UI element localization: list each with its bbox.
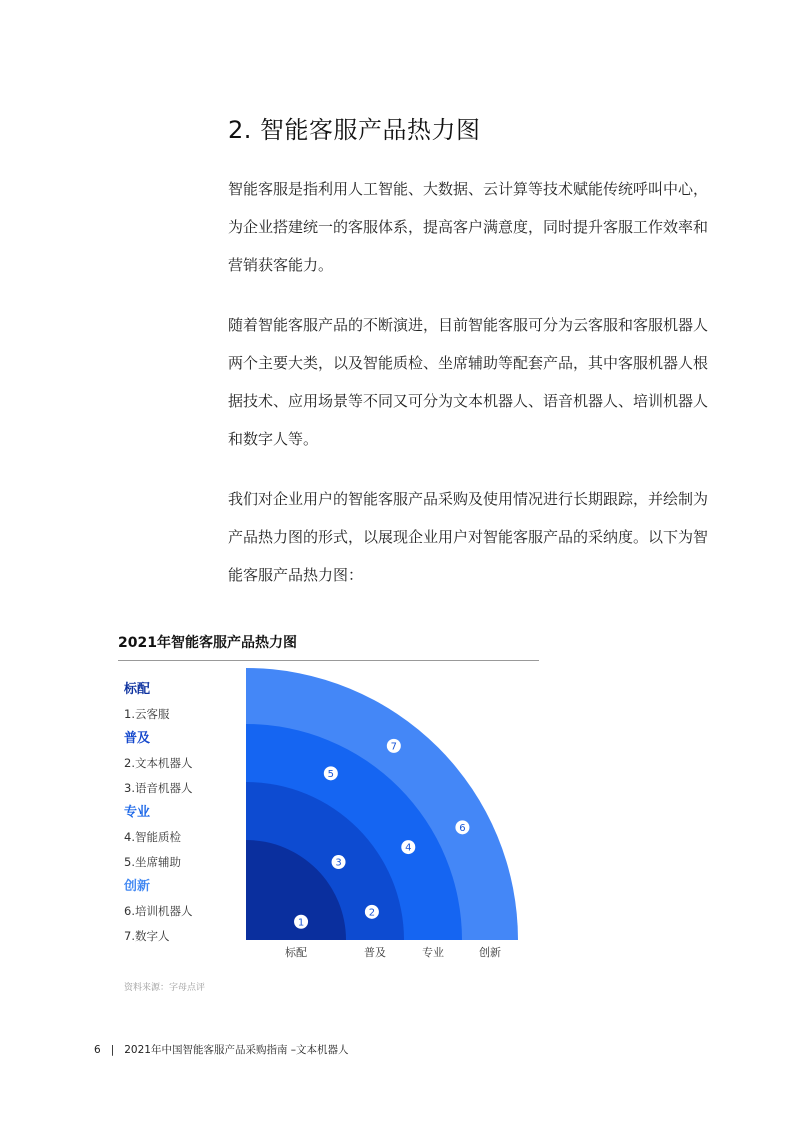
legend-group-3: 创新 xyxy=(124,879,151,894)
legend-item: 1.云客服 xyxy=(124,707,170,721)
paragraph-intro: 智能客服是指利用人工智能、大数据、云计算等技术赋能传统呼叫中心，为企业搭建统一的客服体系，提高客户满意度，同时提升客服工作效率和营销获客能力。 xyxy=(228,180,709,274)
chart-legend xyxy=(124,678,234,949)
source-note: 资料来源：字母点评 xyxy=(124,983,206,993)
legend-item: 2.文本机器人 xyxy=(124,756,193,770)
product-marker-label: 4 xyxy=(405,842,412,854)
product-marker-label: 7 xyxy=(390,741,398,753)
footer-separator: | xyxy=(110,1044,115,1056)
legend-group-1: 普及 xyxy=(124,731,151,746)
legend-item: 5.坐席辅助 xyxy=(124,855,181,869)
legend-item: 3.语音机器人 xyxy=(124,781,193,795)
product-marker-label: 1 xyxy=(297,917,305,929)
paragraph-heatmap-intro: 我们对企业用户的智能客服产品采购及使用情况进行长期跟踪，并绘制为产品热力图的形式，以展现企业用户对智能客服产品的采纳度。以下为智能客服产品热力图： xyxy=(228,490,709,584)
axis-label-2: 专业 xyxy=(422,946,444,959)
axis-label-0: 标配 xyxy=(285,946,307,959)
product-marker-label: 6 xyxy=(459,822,466,834)
page-number: 6 xyxy=(94,1044,101,1056)
heatmap-chart xyxy=(240,666,525,966)
legend-group-0: 标配 xyxy=(124,682,151,697)
legend-item: 4.智能质检 xyxy=(124,830,181,844)
legend-group-2: 专业 xyxy=(124,805,151,820)
product-marker-label: 5 xyxy=(327,768,335,780)
footer-title: 2021年中国智能客服产品采购指南 –文本机器人 xyxy=(124,1044,349,1056)
section-title: 2. 智能客服产品热力图 xyxy=(228,116,481,144)
axis-label-3: 创新 xyxy=(479,946,501,959)
chart-title: 2021年智能客服产品热力图 xyxy=(118,635,297,651)
product-marker-label: 3 xyxy=(335,857,342,869)
legend-item: 6.培训机器人 xyxy=(124,904,193,918)
chart-title-divider xyxy=(118,660,539,661)
legend-item: 7.数字人 xyxy=(124,929,170,943)
page-footer xyxy=(94,1042,349,1057)
axis-label-1: 普及 xyxy=(364,946,386,959)
product-marker-label: 2 xyxy=(368,907,376,919)
paragraph-categories: 随着智能客服产品的不断演进，目前智能客服可分为云客服和客服机器人两个主要大类，以及智能质检、坐席辅助等配套产品，其中客服机器人根据技术、应用场景等不同又可分为文本机器人、语音机器人、培训机器人和数字人等。 xyxy=(228,316,709,448)
